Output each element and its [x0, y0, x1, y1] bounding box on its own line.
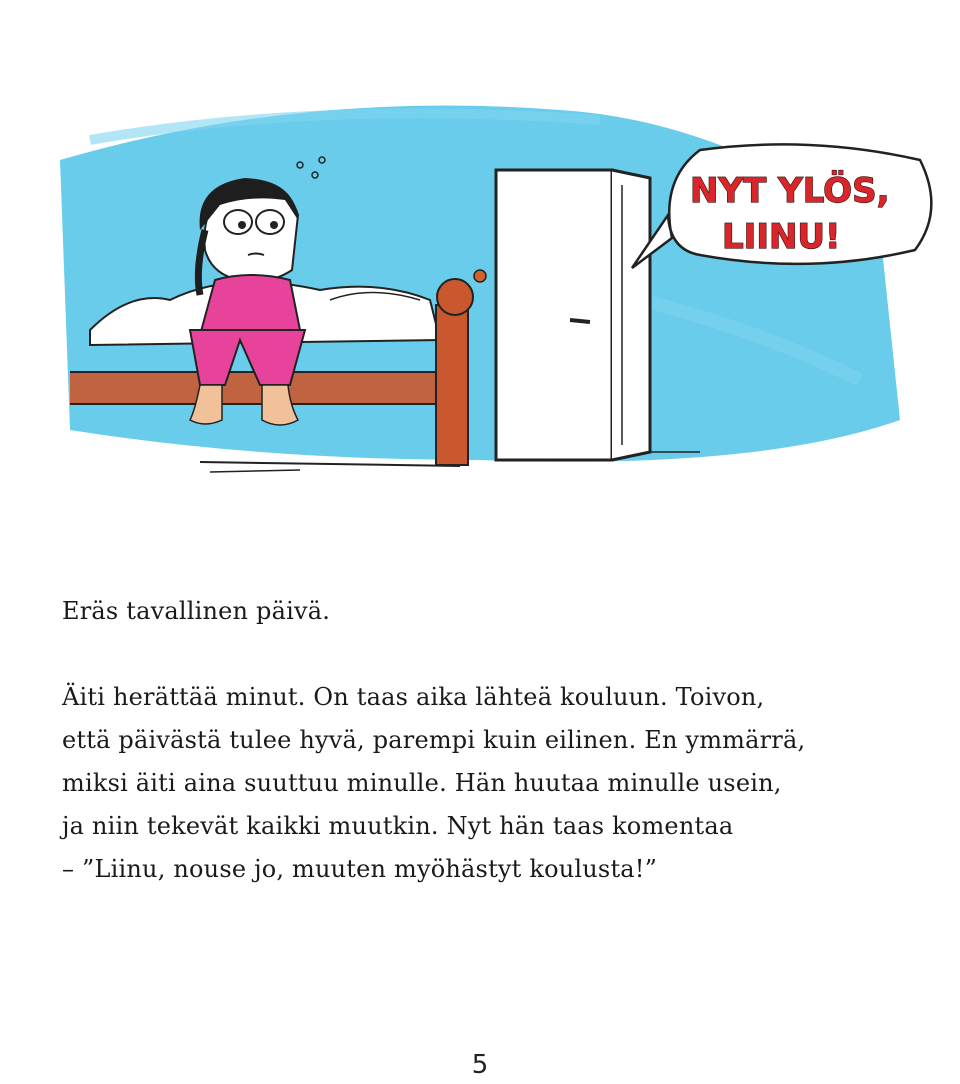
story-line-2: että päivästä tulee hyvä, parempi kuin eilinen. En ymmärrä,	[62, 726, 806, 754]
story-line-1: Äiti herättää minut. On taas aika lähteä kouluun. Toivon,	[62, 683, 765, 711]
page-number: 5	[471, 1050, 489, 1080]
story-line-5: – ”Liinu, nouse jo, muuten myöhästyt koulusta!”	[62, 855, 658, 883]
story-line-3: miksi äiti aina suuttuu minulle. Hän huutaa minulle usein,	[62, 769, 782, 797]
speech-bubble-line1: NYT YLÖS,	[690, 171, 890, 211]
open-door	[474, 170, 650, 460]
bedroom-illustration	[0, 0, 960, 500]
story-text	[62, 590, 922, 891]
paragraph-spacer	[62, 633, 922, 676]
story-opening: Eräs tavallinen päivä.	[62, 597, 331, 625]
story-line-4: ja niin tekevät kaikki muutkin. Nyt hän taas komentaa	[62, 812, 734, 840]
speech-bubble-line2: LIINU!	[722, 217, 841, 257]
